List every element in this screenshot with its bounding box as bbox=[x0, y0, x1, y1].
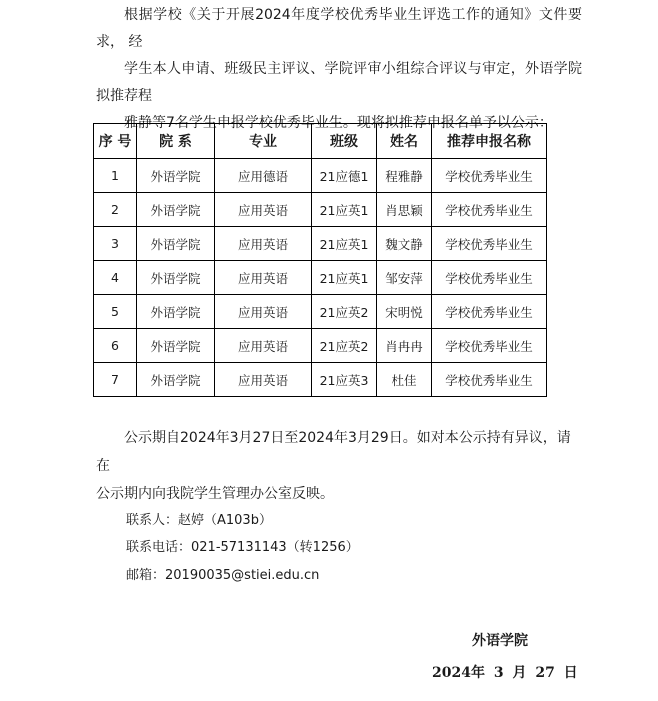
cell-major: 应用英语 bbox=[215, 295, 312, 329]
cell-name: 杜佳 bbox=[377, 363, 432, 397]
cell-award: 学校优秀毕业生 bbox=[432, 227, 547, 261]
cell-class: 21应德1 bbox=[312, 159, 377, 193]
cell-award: 学校优秀毕业生 bbox=[432, 159, 547, 193]
intro-paragraph bbox=[96, 2, 582, 137]
cell-award: 学校优秀毕业生 bbox=[432, 193, 547, 227]
cell-major: 应用英语 bbox=[215, 329, 312, 363]
notice-line-1: 公示期自2024年3月27日至2024年3月29日。如对本公示持有异议，请在 bbox=[96, 430, 571, 474]
cell-department: 外语学院 bbox=[137, 261, 215, 295]
cell-major: 应用英语 bbox=[215, 227, 312, 261]
cell-department: 外语学院 bbox=[137, 329, 215, 363]
table-row bbox=[94, 329, 547, 363]
cell-serial: 3 bbox=[94, 227, 137, 261]
header-serial: 序 号 bbox=[94, 124, 137, 159]
cell-department: 外语学院 bbox=[137, 159, 215, 193]
intro-line-2: 学生本人申请、班级民主评议、学院评审小组综合评议与审定，外语学院拟推荐程 bbox=[96, 61, 582, 104]
cell-class: 21应英1 bbox=[312, 227, 377, 261]
cell-serial: 1 bbox=[94, 159, 137, 193]
cell-serial: 5 bbox=[94, 295, 137, 329]
cell-department: 外语学院 bbox=[137, 193, 215, 227]
notice-paragraph bbox=[96, 424, 582, 508]
cell-major: 应用德语 bbox=[215, 159, 312, 193]
table-row bbox=[94, 261, 547, 295]
cell-department: 外语学院 bbox=[137, 295, 215, 329]
table-row bbox=[94, 227, 547, 261]
cell-department: 外语学院 bbox=[137, 227, 215, 261]
cell-name: 肖冉冉 bbox=[377, 329, 432, 363]
cell-award: 学校优秀毕业生 bbox=[432, 329, 547, 363]
cell-name: 邹安萍 bbox=[377, 261, 432, 295]
header-class: 班级 bbox=[312, 124, 377, 159]
cell-name: 魏文静 bbox=[377, 227, 432, 261]
signature-organization: 外语学院 bbox=[472, 633, 528, 649]
cell-class: 21应英1 bbox=[312, 193, 377, 227]
header-award: 推荐申报名称 bbox=[432, 124, 547, 159]
table-row bbox=[94, 295, 547, 329]
table-row bbox=[94, 159, 547, 193]
cell-serial: 7 bbox=[94, 363, 137, 397]
table-header-row bbox=[94, 124, 547, 159]
cell-award: 学校优秀毕业生 bbox=[432, 363, 547, 397]
intro-line-1: 根据学校《关于开展2024年度学校优秀毕业生评选工作的通知》文件要求， 经 bbox=[96, 7, 582, 50]
cell-department: 外语学院 bbox=[137, 363, 215, 397]
recommendation-table bbox=[93, 123, 547, 397]
cell-name: 宋明悦 bbox=[377, 295, 432, 329]
header-major: 专业 bbox=[215, 124, 312, 159]
cell-name: 肖思颖 bbox=[377, 193, 432, 227]
cell-serial: 2 bbox=[94, 193, 137, 227]
table-row bbox=[94, 193, 547, 227]
cell-class: 21应英3 bbox=[312, 363, 377, 397]
contact-email: 邮箱：20190035@stiei.edu.cn bbox=[126, 568, 320, 583]
cell-serial: 6 bbox=[94, 329, 137, 363]
contact-phone: 联系电话：021-57131143（转1256） bbox=[126, 540, 359, 555]
cell-major: 应用英语 bbox=[215, 261, 312, 295]
cell-class: 21应英2 bbox=[312, 329, 377, 363]
cell-award: 学校优秀毕业生 bbox=[432, 295, 547, 329]
table-row bbox=[94, 363, 547, 397]
cell-name: 程雅静 bbox=[377, 159, 432, 193]
contact-person: 联系人：赵婷（A103b） bbox=[126, 513, 272, 528]
cell-award: 学校优秀毕业生 bbox=[432, 261, 547, 295]
cell-major: 应用英语 bbox=[215, 193, 312, 227]
cell-serial: 4 bbox=[94, 261, 137, 295]
cell-class: 21应英2 bbox=[312, 295, 377, 329]
notice-line-2: 公示期内向我院学生管理办公室反映。 bbox=[96, 486, 334, 502]
cell-class: 21应英1 bbox=[312, 261, 377, 295]
signature-date: 2024年 3 月 27 日 bbox=[432, 665, 578, 681]
header-name: 姓名 bbox=[377, 124, 432, 159]
header-department: 院 系 bbox=[137, 124, 215, 159]
intro-line-3: 雅静等7名学生申报学校优秀毕业生。现将拟推荐申报名单予以公示： bbox=[124, 115, 553, 131]
cell-major: 应用英语 bbox=[215, 363, 312, 397]
